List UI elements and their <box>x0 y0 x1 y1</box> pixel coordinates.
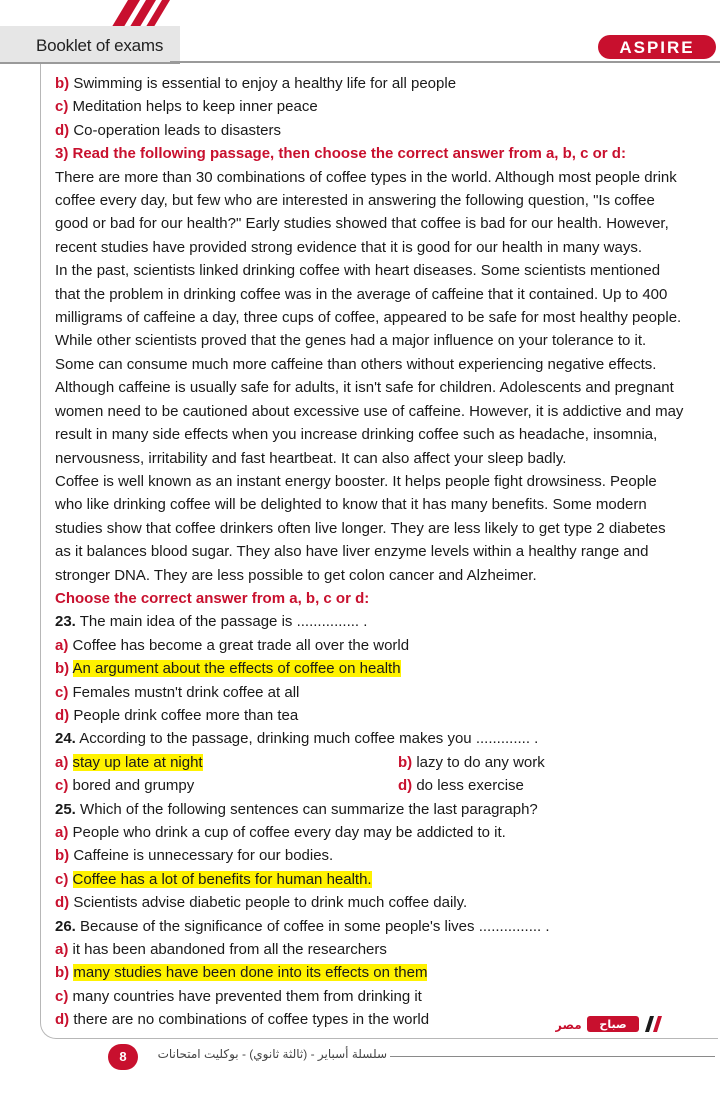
passage-line: good or bad for our health?" Early studies showed that coffee is bad for our health. However, <box>55 215 669 233</box>
option-text: Swimming is essential to enjoy a healthy life for all people <box>73 75 457 92</box>
option-text: many countries have prevented them from drinking it <box>72 987 422 1005</box>
option-label: b) <box>55 75 70 92</box>
question-text: Because of the significance of coffee in some people's lives ............... . <box>80 917 550 935</box>
passage-line: women need to be cautioned about excessive use of caffeine. However, it is addictive and may <box>55 402 684 420</box>
watermark-word-sabah: صباح <box>599 1018 627 1031</box>
page-number-badge: 8 <box>108 1044 138 1070</box>
option-text: do less exercise <box>416 777 524 795</box>
option-label: c) <box>55 683 69 701</box>
option-label: c) <box>55 987 69 1005</box>
option-label: c) <box>55 777 69 795</box>
option-label: b) <box>398 753 413 771</box>
question-26 <box>55 915 717 938</box>
question-number: 26. <box>55 917 76 935</box>
option-text: People drink coffee more than tea <box>73 706 299 724</box>
logo-text: ASPIRE <box>619 38 695 57</box>
option-line <box>55 119 717 142</box>
passage-line: that the problem in drinking coffee was in the average of caffeine that it contained. Up to 400 <box>55 285 668 303</box>
q25-option-c <box>55 868 717 891</box>
q23-option-b <box>55 657 717 680</box>
option-label: d) <box>398 777 413 795</box>
question-25 <box>55 798 717 821</box>
question-text: Which of the following sentences can summarize the last paragraph? <box>80 800 538 818</box>
choose-heading: Choose the correct answer from a, b, c or d: <box>55 589 370 607</box>
passage-line: stronger DNA. They are less possible to get colon cancer and Alzheimer. <box>55 566 537 584</box>
question-number: 24. <box>55 730 76 748</box>
passage-line: as it balances blood sugar. They also have liver enzyme levels within a healthy range and <box>55 543 649 561</box>
option-text: there are no combinations of coffee types in the world <box>73 1011 430 1029</box>
option-text: Meditation helps to keep inner peace <box>72 98 318 116</box>
option-label: b) <box>55 964 70 982</box>
footer-series-text: سلسلة أسباير - (ثالثة ثانوي) - بوكليت امتحانات <box>157 1047 387 1061</box>
highlighted-answer: An argument about the effects of coffee on health <box>72 660 401 678</box>
highlighted-answer: many studies have been done into its effects on them <box>73 964 428 982</box>
passage-line: Coffee is well known as an instant energy booster. It helps people fight drowsiness. People <box>55 472 657 490</box>
q23-option-d <box>55 704 717 727</box>
option-text: Co-operation leads to disasters <box>73 121 281 139</box>
question-23 <box>55 610 717 633</box>
passage-line: Some can consume much more caffeine than others without experiencing negative effects. <box>55 355 657 373</box>
option-label: a) <box>55 941 69 959</box>
option-text: bored and grumpy <box>72 777 195 795</box>
option-line <box>55 95 717 118</box>
passage-line: result in many side effects when you increase drinking coffee such as headache, insomnia, <box>55 426 658 444</box>
highlighted-answer: stay up late at night <box>72 753 203 771</box>
option-label: a) <box>55 753 69 771</box>
option-text: Caffeine is unnecessary for our bodies. <box>73 847 334 865</box>
passage-line: There are more than 30 combinations of coffee types in the world. Although most people drink <box>55 168 677 186</box>
booklet-title: Booklet of exams <box>36 36 164 55</box>
passage-line: milligrams of caffeine a day, three cups of coffee, appeared to be safe for most healthy people. <box>55 309 682 327</box>
option-text: Coffee has become a great trade all over the world <box>72 636 410 654</box>
passage-line: studies show that coffee drinkers often live longer. They are less likely to get type 2 diabetes <box>55 519 666 537</box>
question-number: 25. <box>55 800 76 818</box>
passage-line: While other scientists proved that the genes had a major influence on your tolerance to it. <box>55 332 647 350</box>
passage-line: In the past, scientists linked drinking coffee with heart diseases. Some scientists mentioned <box>55 262 661 280</box>
option-label: d) <box>55 706 70 724</box>
option-text: Females mustn't drink coffee at all <box>72 683 300 701</box>
q24-options-row-2 <box>55 774 717 797</box>
option-text: lazy to do any work <box>416 753 545 771</box>
question-number: 23. <box>55 613 76 631</box>
passage-line: who like drinking coffee will be delighted to know that it has many benefits. Some modern <box>55 496 647 514</box>
option-label: a) <box>55 824 69 841</box>
question-text: The main idea of the passage is ............... . <box>79 613 368 631</box>
q24-option-b <box>398 751 545 774</box>
option-label: a) <box>55 636 69 654</box>
q24-option-a <box>55 751 398 774</box>
q24-options-row-1 <box>55 751 717 774</box>
q26-option-c <box>55 985 717 1008</box>
footer-rule <box>390 1056 715 1057</box>
exam-content <box>55 72 717 1032</box>
q26-option-a <box>55 938 717 961</box>
option-text: it has been abandoned from all the researchers <box>72 941 387 959</box>
reading-passage <box>55 166 717 587</box>
q25-option-d <box>55 891 717 914</box>
passage-line: coffee every day, but few who are interested in answering the following question, "Is coffee <box>55 192 655 210</box>
passage-line: recent studies have provided strong evidence that it is good for our health in many ways. <box>55 238 642 256</box>
q25-option-b <box>55 844 717 867</box>
option-line <box>55 72 717 95</box>
option-label: d) <box>55 121 70 139</box>
q25-option-a <box>55 821 717 844</box>
q24-option-c <box>55 774 398 797</box>
q23-option-a <box>55 634 717 657</box>
option-text: People who drink a cup of coffee every day may be addicted to it. <box>72 824 506 841</box>
option-label: b) <box>55 660 70 678</box>
option-label: d) <box>55 1011 70 1029</box>
option-text: Scientists advise diabetic people to drink much coffee daily. <box>73 894 468 912</box>
q26-option-b <box>55 961 717 984</box>
passage-line: Although caffeine is usually safe for adults, it isn't safe for children. Adolescents and pregnant <box>55 379 674 397</box>
q23-option-c <box>55 681 717 704</box>
sabah-masr-watermark <box>555 1013 667 1035</box>
question-text: According to the passage, drinking much coffee makes you ............. . <box>79 730 539 748</box>
option-label: b) <box>55 847 70 865</box>
watermark-word-masr: مصر <box>555 1018 582 1032</box>
option-label: c) <box>55 870 69 888</box>
question-24 <box>55 727 717 750</box>
aspire-logo <box>598 32 716 62</box>
q24-option-d <box>398 774 524 797</box>
option-label: c) <box>55 98 69 116</box>
highlighted-answer: Coffee has a lot of benefits for human health. <box>72 870 372 888</box>
passage-line: nervousness, irritability and fast heartbeat. It can also affect your sleep badly. <box>55 449 567 467</box>
option-label: d) <box>55 894 70 912</box>
section-3-heading: 3) Read the following passage, then choose the correct answer from a, b, c or d: <box>55 145 626 163</box>
